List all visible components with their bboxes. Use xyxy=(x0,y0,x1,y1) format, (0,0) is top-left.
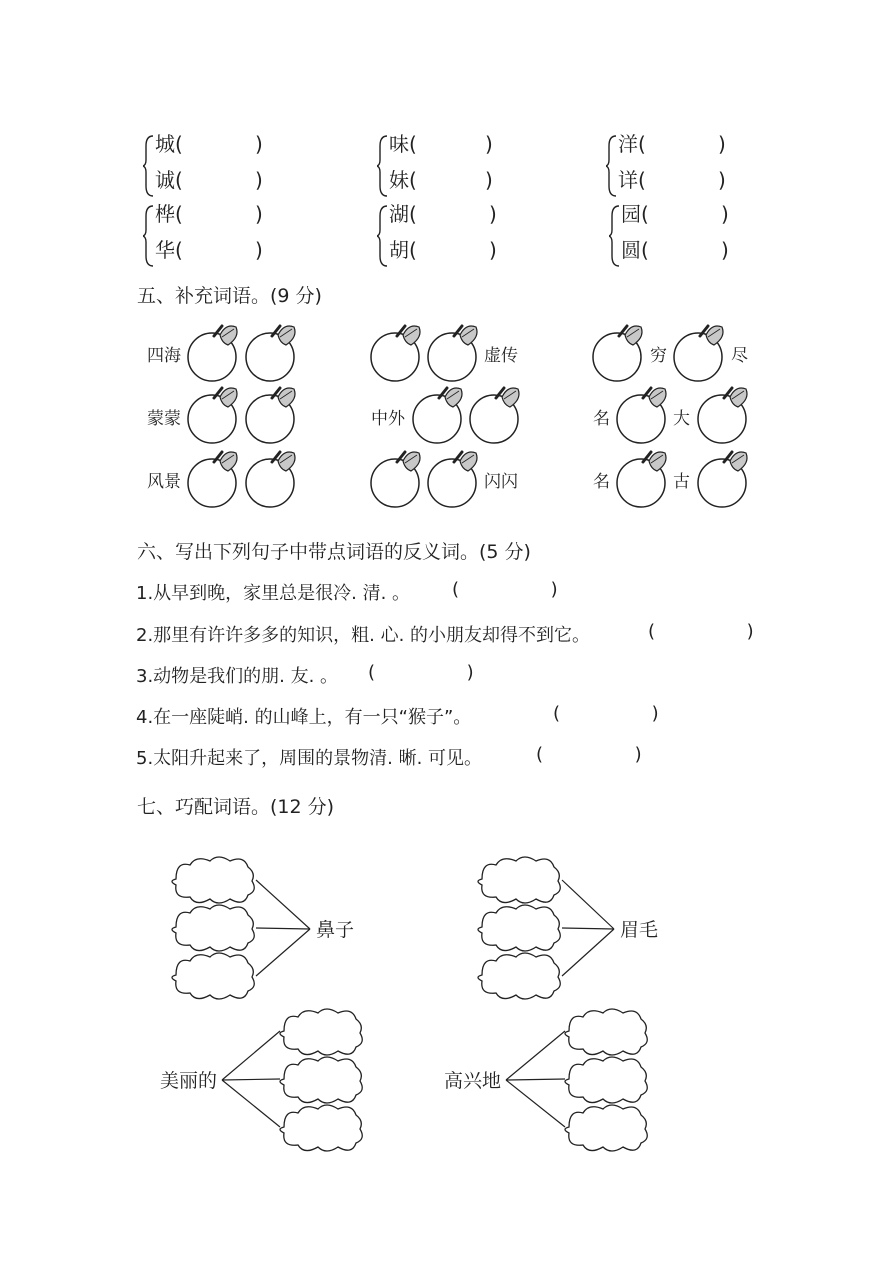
close-paren: ) xyxy=(721,238,729,262)
cloud-blank-icon[interactable] xyxy=(565,1105,647,1151)
fruit-word: 闪闪 xyxy=(484,472,518,492)
char-top: 味( xyxy=(389,132,417,156)
char-top: 园( xyxy=(621,202,649,226)
close-paren: ) xyxy=(489,238,497,262)
close-paren: ) xyxy=(718,168,726,192)
char-bottom: 圆( xyxy=(621,238,649,262)
char-bottom: 诚( xyxy=(155,168,183,192)
char-top: 洋( xyxy=(618,132,646,156)
close-paren: ) xyxy=(255,238,263,262)
cloud-blank-icon[interactable] xyxy=(565,1009,647,1055)
char-bottom: 妹( xyxy=(389,168,417,192)
cloud-blank-icon[interactable] xyxy=(478,857,560,903)
section6-title: 六、写出下列句子中带点词语的反义词。(5 分) xyxy=(137,541,531,563)
fruit-word: 蒙蒙 xyxy=(147,409,181,429)
fruit-word: 中外 xyxy=(371,409,405,429)
char-top: 城( xyxy=(155,132,183,156)
fruit-word: 虚传 xyxy=(484,346,518,366)
fruit-word: 四海 xyxy=(147,346,181,366)
fruit-word: 名 xyxy=(593,409,610,429)
sentence-1: 1.从早到晚，家里总是很冷. 清. 。 xyxy=(136,583,411,604)
fruit-word: 名 xyxy=(593,472,610,492)
fruit-word: 大 xyxy=(673,409,690,429)
sentence-3: 3.动物是我们的朋. 友. 。 xyxy=(136,666,339,687)
cloud-blank-icon[interactable] xyxy=(280,1105,362,1151)
fruit-word: 尽 xyxy=(731,346,748,366)
cloud-blank-icon[interactable] xyxy=(280,1057,362,1103)
sentence-5: 5.太阳升起来了，周围的景物清. 晰. 可见。 xyxy=(136,748,483,769)
close-paren: ) xyxy=(485,168,493,192)
cloud-blank-icon[interactable] xyxy=(280,1009,362,1055)
close-paren: ) xyxy=(485,132,493,156)
sentence-4: 4.在一座陡峭. 的山峰上，有一只“猴子”。 xyxy=(136,707,472,728)
answer-blank[interactable]: ( ) xyxy=(536,744,642,765)
match-label: 高兴地 xyxy=(444,1070,502,1092)
char-top: 桦( xyxy=(155,202,183,226)
close-paren: ) xyxy=(721,202,729,226)
cloud-blank-icon[interactable] xyxy=(565,1057,647,1103)
cloud-blank-icon[interactable] xyxy=(478,953,560,999)
answer-blank[interactable]: ( ) xyxy=(648,621,754,642)
cloud-blank-icon[interactable] xyxy=(172,905,254,951)
section7-title: 七、巧配词语。(12 分) xyxy=(137,796,335,818)
char-bottom: 华( xyxy=(155,238,183,262)
section5-title: 五、补充词语。(9 分) xyxy=(137,285,322,307)
cloud-blank-icon[interactable] xyxy=(478,905,560,951)
char-bottom: 详( xyxy=(618,168,646,192)
sentence-2: 2.那里有许许多多的知识，粗. 心. 的小朋友却得不到它。 xyxy=(136,625,591,646)
fruit-word: 穷 xyxy=(650,346,667,366)
close-paren: ) xyxy=(255,168,263,192)
match-label: 美丽的 xyxy=(160,1070,218,1092)
answer-blank[interactable]: ( ) xyxy=(452,579,558,600)
char-top: 湖( xyxy=(389,202,417,226)
char-bottom: 胡( xyxy=(389,238,417,262)
answer-blank[interactable]: ( ) xyxy=(368,662,474,683)
cloud-blank-icon[interactable] xyxy=(172,857,254,903)
match-label: 鼻子 xyxy=(316,919,355,941)
fruit-word: 古 xyxy=(673,472,690,492)
close-paren: ) xyxy=(489,202,497,226)
cloud-blank-icon[interactable] xyxy=(172,953,254,999)
close-paren: ) xyxy=(255,202,263,226)
match-label: 眉毛 xyxy=(620,919,659,941)
close-paren: ) xyxy=(255,132,263,156)
answer-blank[interactable]: ( ) xyxy=(553,703,659,724)
fruit-word: 风景 xyxy=(147,472,181,492)
close-paren: ) xyxy=(718,132,726,156)
